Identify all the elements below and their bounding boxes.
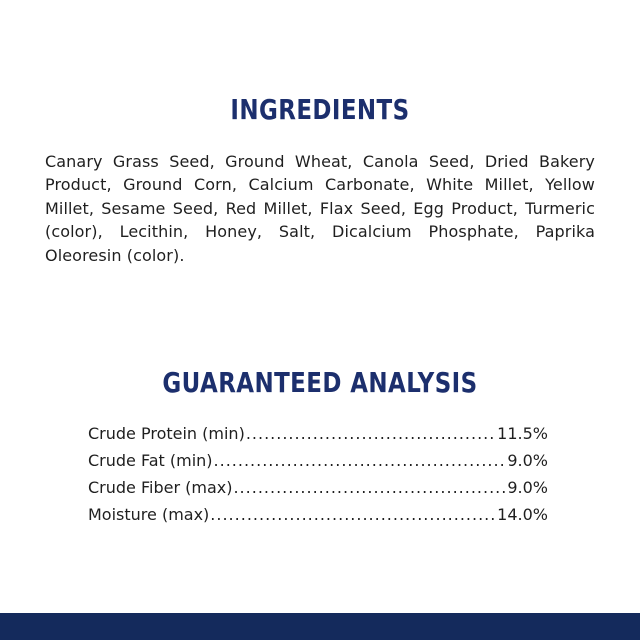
analysis-value: 14.0% xyxy=(497,505,548,524)
analysis-label: Moisture (max) xyxy=(88,505,210,524)
analysis-row-crude-fiber xyxy=(88,474,548,501)
dot-leader xyxy=(210,501,496,528)
analysis-row-moisture xyxy=(88,501,548,528)
analysis-label: Crude Protein (min) xyxy=(88,424,245,443)
analysis-value: 9.0% xyxy=(507,478,548,497)
analysis-value: 11.5% xyxy=(497,424,548,443)
ingredients-heading: INGREDIENTS xyxy=(230,93,410,126)
analysis-row-crude-protein xyxy=(88,420,548,447)
footer-bar xyxy=(0,613,640,640)
guaranteed-analysis-table xyxy=(88,420,548,528)
analysis-value: 9.0% xyxy=(507,451,548,470)
analysis-label: Crude Fiber (max) xyxy=(88,478,233,497)
guaranteed-analysis-heading: GUARANTEED ANALYSIS xyxy=(162,366,478,399)
dot-leader xyxy=(233,474,506,501)
dot-leader xyxy=(214,447,507,474)
ingredients-list: Canary Grass Seed, Ground Wheat, Canola Seed, Dried Bakery Product, Ground Corn, Calcium Carbonate, White Millet, Yellow Millet, Sesame Seed, Red Millet, Flax Seed, Egg Product, Turmeric (color), Lecithin, Honey, Salt, Dicalcium Phosphate, Paprika Oleoresin (color). xyxy=(45,152,595,265)
analysis-row-crude-fat xyxy=(88,447,548,474)
analysis-label: Crude Fat (min) xyxy=(88,451,213,470)
dot-leader xyxy=(246,420,496,447)
